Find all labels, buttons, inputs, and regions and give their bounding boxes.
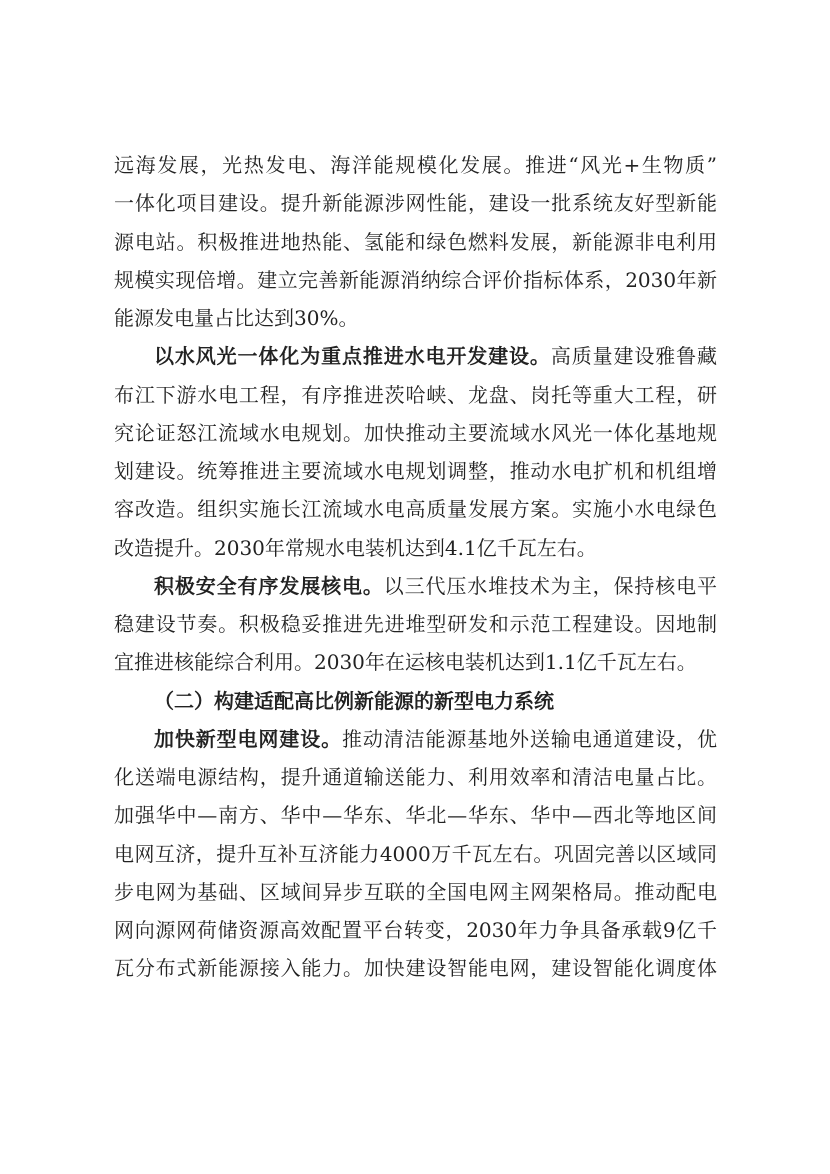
text-line: 一体化项目建设。提升新能源涉网性能，建设一批系统友好型新能: [114, 191, 717, 216]
text-line: 瓦分布式新能源接入能力。加快建设智能电网，建设智能化调度体: [114, 956, 717, 981]
text-run: 以三代压水堆技术为主，保持核电平: [383, 573, 717, 598]
text-line: 划建设。统筹推进主要流域水电规划调整，推动水电扩机和机组增: [114, 459, 717, 483]
text-line: 步电网为基础、区域间异步互联的全国电网主网架格局。推动配电: [114, 879, 717, 904]
text-line: 宜推进核能综合利用。2030年在运核电装机达到1.1亿千瓦左右。: [114, 650, 697, 675]
bold-lead-text: 积极安全有序发展核电。: [154, 573, 384, 598]
text-line: 究论证怒江流域水电规划。加快推动主要流域水风光一体化基地规: [114, 420, 717, 445]
text-line: 化送端电源结构，提升通道输送能力、利用效率和清洁电量占比。: [114, 765, 717, 789]
paragraph-first-line: [114, 567, 717, 605]
text-line: 电网互济，提升互补互济能力4000万千瓦左右。巩固完善以区域同: [114, 841, 717, 866]
bold-lead-text: 以水风光一体化为重点推进水电开发建设。: [154, 344, 551, 369]
text-line: 远海发展，光热发电、海洋能规模化发展。推进“风光+生物质”: [114, 153, 717, 177]
text-line: 加强华中—南方、华中—华东、华北—华东、华中—西北等地区间: [114, 803, 717, 828]
section-heading: [114, 682, 717, 720]
text-line: 源电站。积极推进地热能、氢能和绿色燃料发展，新能源非电利用: [114, 229, 717, 254]
paragraph-first-line: [114, 720, 717, 758]
text-run: 推动清洁能源基地外送输电通道建设，优: [341, 726, 717, 751]
text-line: 能源发电量占比达到30%。: [114, 306, 359, 330]
text-line: 布江下游水电工程，有序推进茨哈峡、龙盘、岗托等重大工程，研: [114, 382, 717, 407]
bold-lead-text: 加快新型电网建设。: [154, 726, 342, 751]
document-body: [114, 146, 717, 988]
text-run: 高质量建设雅鲁藏: [550, 344, 717, 369]
text-line: 改造提升。2030年常规水电装机达到4.1亿千瓦左右。: [114, 535, 597, 560]
paragraph-first-line: [114, 337, 717, 375]
text-line: 稳建设节奏。积极稳妥推进先进堆型研发和示范工程建设。因地制: [114, 612, 717, 636]
text-line: 网向源网荷储资源高效配置平台转变，2030年力争具备承载9亿千: [114, 918, 717, 942]
text-line: 规模实现倍增。建立完善新能源消纳综合评价指标体系，2030年新: [114, 267, 717, 292]
text-line: 容改造。组织实施长江流域水电高质量发展方案。实施小水电绿色: [114, 497, 717, 522]
section-heading-text: （二）构建适配高比例新能源的新型电力系统: [154, 688, 554, 713]
